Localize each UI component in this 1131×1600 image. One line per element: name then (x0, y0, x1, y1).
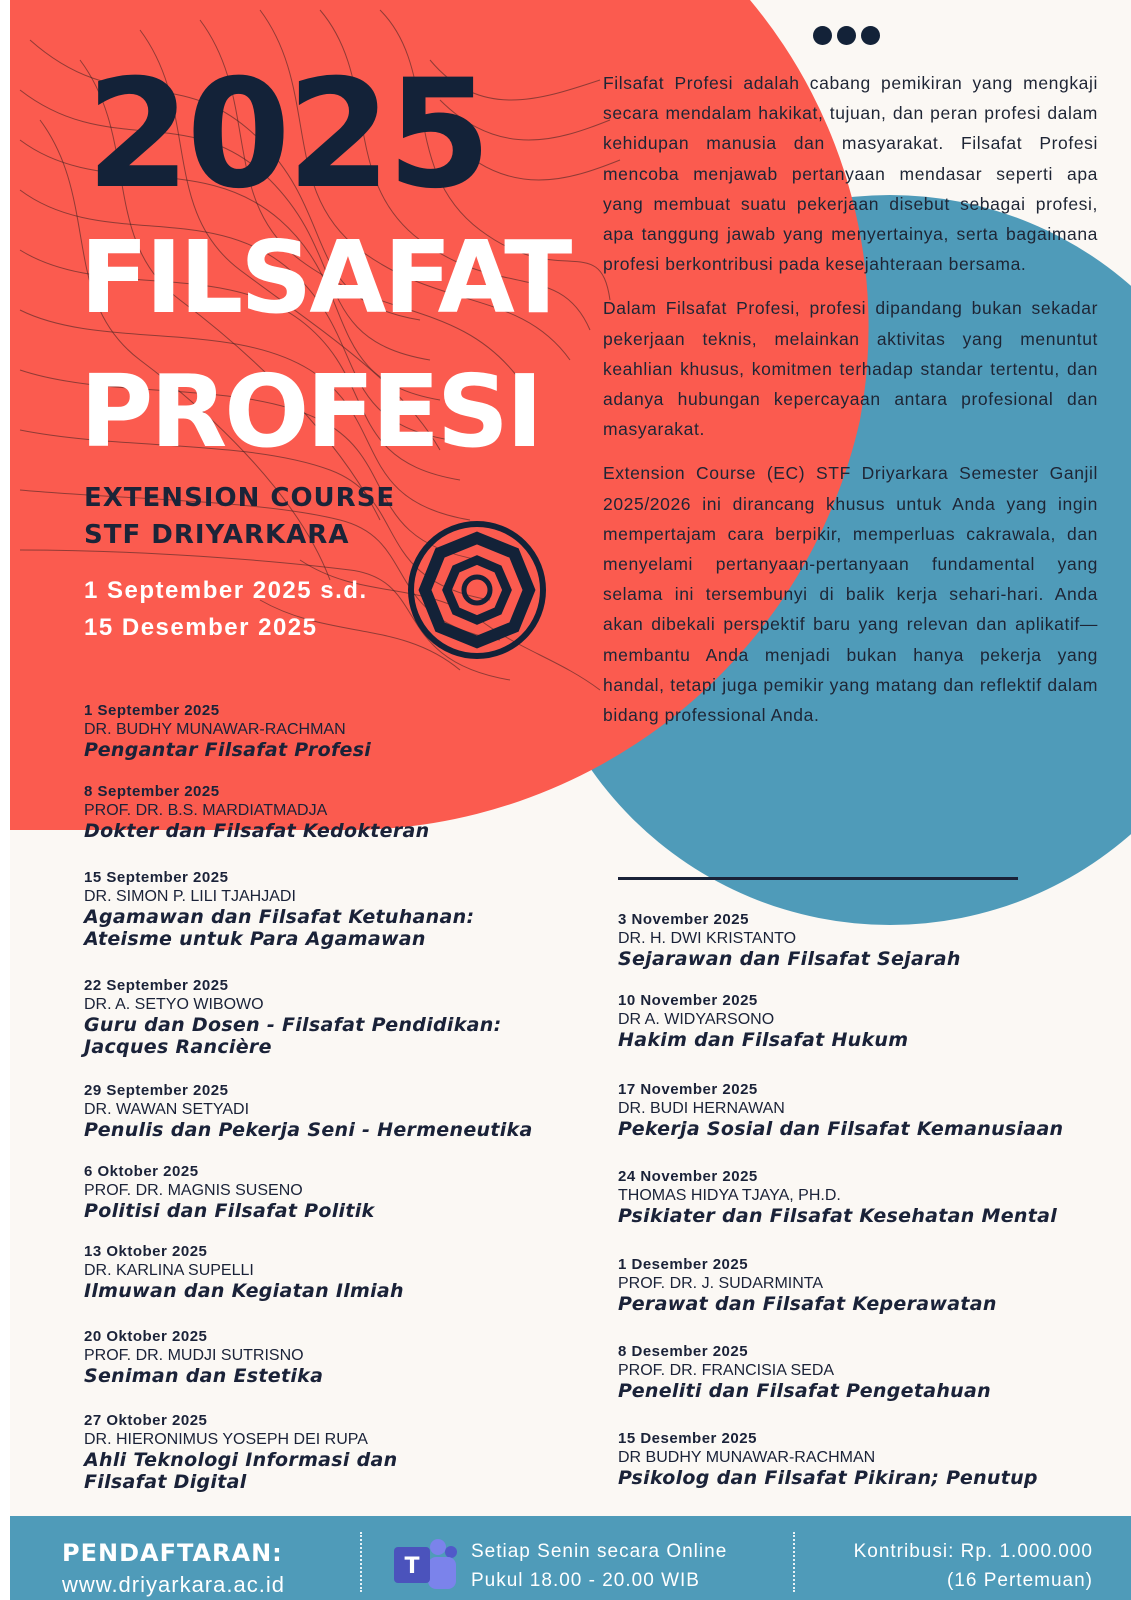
session-speaker: PROF. DR. MUDJI SUTRISNO (84, 1347, 304, 1364)
session-topic: Perawat dan Filsafat Keperawatan (618, 1293, 997, 1315)
session-topic: Agamawan dan Filsafat Ketuhanan: (84, 906, 475, 928)
session-item (84, 869, 624, 950)
session-item (618, 1430, 1118, 1489)
session-date: 17 November 2025 (618, 1081, 758, 1098)
date-range-end: 15 Desember 2025 (84, 614, 318, 641)
session-topic: Sejarawan dan Filsafat Sejarah (618, 948, 961, 970)
contribution-fee: Kontribusi: Rp. 1.000.000 (853, 1541, 1093, 1562)
intro-paragraph-3: Extension Course (EC) STF Driyarkara Semester Ganjil 2025/2026 ini dirancang khusus untuk Anda yang ingin mempertajam cara berpikir, memperluas cakrawala, dan menyelami pertanyaan-pertanyaan fundamental yang selama ini tersembunyi di balik kerja sehari-hari. Anda akan dibekali perspektif baru yang relevan dan aplikatif—membantu Anda menjadi bukan hanya pekerja yang handal, tetapi juga pemikir yang matang dan reflektif dalam bidang professional Anda. (603, 463, 1098, 726)
poster-year: 2025 (86, 48, 488, 222)
session-topic: Guru dan Dosen - Filsafat Pendidikan: (84, 1014, 502, 1036)
teams-glyph: T (404, 1554, 420, 1579)
extension-course-label: EXTENSION COURSE (84, 483, 396, 513)
footer-separator (360, 1532, 362, 1592)
registration-url-link[interactable]: www.driyarkara.ac.id (62, 1572, 285, 1597)
session-item (618, 992, 1118, 1051)
session-topic: Pengantar Filsafat Profesi (84, 739, 372, 761)
date-range-start: 1 September 2025 s.d. (84, 577, 368, 604)
session-item (84, 1243, 624, 1302)
session-speaker: DR. HIERONIMUS YOSEPH DEI RUPA (84, 1431, 368, 1448)
intro-text (603, 68, 1098, 744)
session-item (84, 977, 624, 1058)
session-speaker: DR. BUDHY MUNAWAR-RACHMAN (84, 721, 346, 738)
session-speaker: DR. H. DWI KRISTANTO (618, 930, 797, 947)
session-topic: Psikiater dan Filsafat Kesehatan Mental (618, 1205, 1058, 1227)
session-item (618, 1081, 1128, 1140)
session-date: 29 September 2025 (84, 1082, 229, 1099)
session-item (84, 1163, 624, 1222)
session-topic: Seniman dan Estetika (84, 1365, 324, 1387)
session-speaker: THOMAS HIDYA TJAYA, PH.D. (618, 1187, 841, 1204)
registration-label: PENDAFTARAN: (62, 1539, 283, 1567)
session-date: 6 Oktober 2025 (84, 1163, 199, 1180)
session-topic-line2: Ateisme untuk Para Agamawan (84, 928, 426, 950)
session-date: 1 Desember 2025 (618, 1256, 749, 1273)
intro-paragraph-1: Filsafat Profesi adalah cabang pemikiran yang mengkaji secara mendalam hakikat, tujuan, dan peran profesi dalam kehidupan manusia dan masyarakat. Filsafat Profesi mencoba menjawab pertanyaan mendasar seperti apa yang membuat suatu pekerjaan disebut sebagai profesi, apa tanggung jawab yang menyertainya, serta bagaimana profesi berkontribusi pada kesejahteraan bersama. (603, 73, 1098, 275)
session-speaker: DR. BUDI HERNAWAN (618, 1100, 785, 1117)
session-item (84, 1082, 624, 1141)
session-speaker: DR. KARLINA SUPELLI (84, 1262, 254, 1279)
institution-label: STF DRIYARKARA (84, 520, 350, 550)
teams-icon (392, 1537, 458, 1593)
footer-separator (793, 1532, 795, 1592)
session-topic: Penulis dan Pekerja Seni - Hermeneutika (84, 1119, 533, 1141)
session-topic: Hakim dan Filsafat Hukum (618, 1029, 909, 1051)
session-topic-line2: Jacques Rancière (84, 1036, 272, 1058)
intro-paragraph-2: Dalam Filsafat Profesi, profesi dipandang bukan sekadar pekerjaan teknis, melainkan aktivitas yang menuntut keahlian khusus, komitmen terhadap standar tertentu, dan adanya hubungan kepercayaan antara profesional dan masyarakat. (603, 298, 1098, 440)
session-speaker: PROF. DR. J. SUDARMINTA (618, 1275, 824, 1292)
session-speaker: PROF. DR. FRANCISIA SEDA (618, 1362, 835, 1379)
session-item (84, 783, 624, 842)
session-topic: Dokter dan Filsafat Kedokteran (84, 820, 430, 842)
schedule-time: Pukul 18.00 - 20.00 WIB (471, 1570, 700, 1591)
session-item (618, 911, 1118, 970)
session-date: 1 September 2025 (84, 702, 220, 719)
session-speaker: PROF. DR. MAGNIS SUSENO (84, 1182, 303, 1199)
stf-logo-icon (402, 520, 552, 660)
session-date: 10 November 2025 (618, 992, 758, 1009)
schedule-day: Setiap Senin secara Online (471, 1541, 728, 1562)
session-item (618, 1256, 1118, 1315)
session-speaker: DR BUDHY MUNAWAR-RACHMAN (618, 1449, 876, 1466)
session-speaker: DR A. WIDYARSONO (618, 1011, 775, 1028)
session-date: 24 November 2025 (618, 1168, 758, 1185)
session-topic: Ahli Teknologi Informasi dan (84, 1449, 398, 1471)
session-topic: Peneliti dan Filsafat Pengetahuan (618, 1380, 991, 1402)
session-speaker: PROF. DR. B.S. MARDIATMADJA (84, 802, 328, 819)
decorative-dots (813, 26, 880, 45)
session-item (84, 1328, 624, 1387)
session-date: 8 Desember 2025 (618, 1343, 749, 1360)
session-topic: Psikolog dan Filsafat Pikiran; Penutup (618, 1467, 1038, 1489)
session-topic-line2: Filsafat Digital (84, 1471, 247, 1493)
divider-line (618, 877, 1018, 880)
session-date: 22 September 2025 (84, 977, 229, 994)
session-item (618, 1343, 1118, 1402)
session-date: 20 Oktober 2025 (84, 1328, 208, 1345)
session-item (618, 1168, 1128, 1227)
session-date: 15 September 2025 (84, 869, 229, 886)
session-topic: Politisi dan Filsafat Politik (84, 1200, 375, 1222)
session-date: 27 Oktober 2025 (84, 1412, 208, 1429)
session-item (84, 1412, 624, 1493)
session-speaker: DR. WAWAN SETYADI (84, 1101, 250, 1118)
meeting-count: (16 Pertemuan) (946, 1570, 1093, 1591)
session-topic: Ilmuwan dan Kegiatan Ilmiah (84, 1280, 404, 1302)
poster-title-line1: FILSAFAT (80, 219, 570, 336)
session-topic: Pekerja Sosial dan Filsafat Kemanusiaan (618, 1118, 1064, 1140)
session-date: 13 Oktober 2025 (84, 1243, 208, 1260)
session-date: 15 Desember 2025 (618, 1430, 757, 1447)
session-date: 8 September 2025 (84, 783, 220, 800)
poster-title-line2: PROFESI (80, 353, 541, 470)
session-item (84, 702, 624, 761)
session-date: 3 November 2025 (618, 911, 749, 928)
session-speaker: DR. A. SETYO WIBOWO (84, 996, 264, 1013)
session-speaker: DR. SIMON P. LILI TJAHJADI (84, 888, 296, 905)
